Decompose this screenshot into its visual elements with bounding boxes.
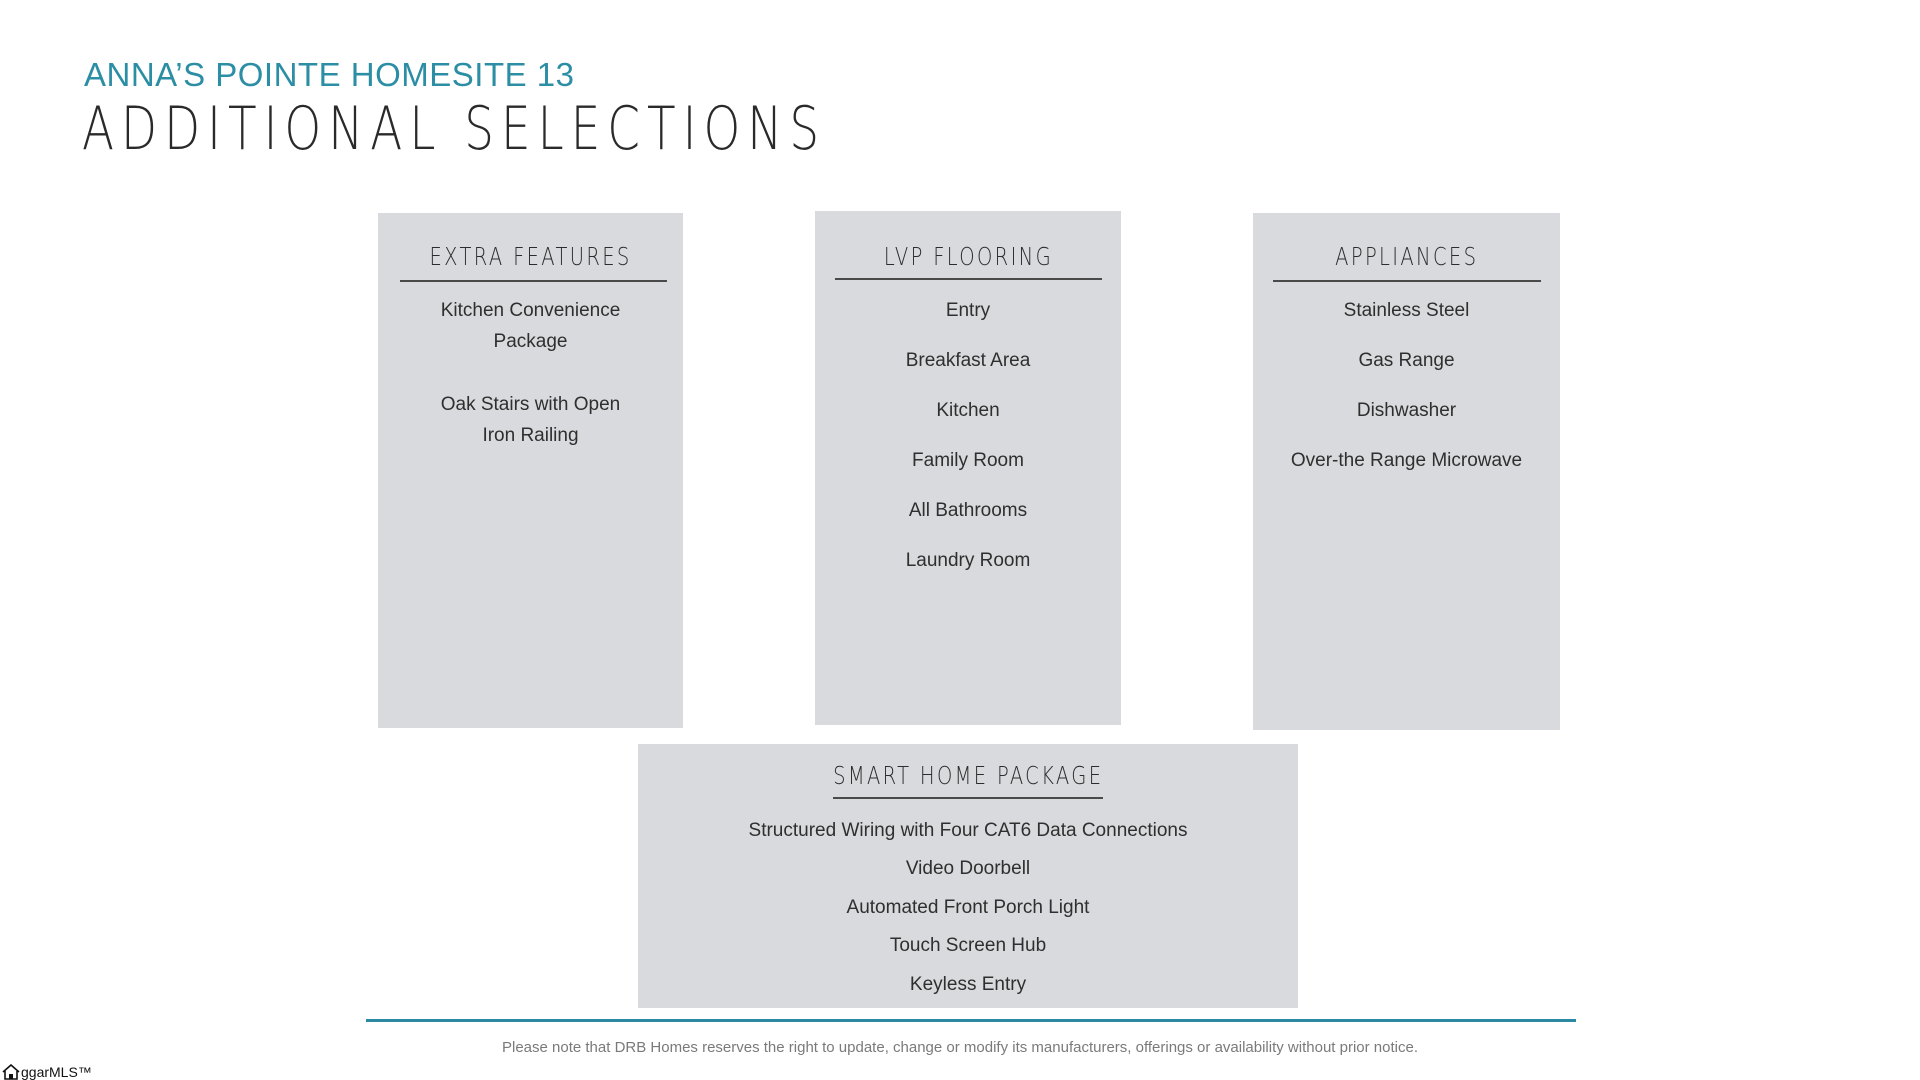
list-item: Kitchen Convenience Package [440, 300, 621, 352]
page-subtitle: ANNA’S POINTE HOMESITE 13 [84, 56, 575, 93]
list-item: Entry [945, 300, 991, 321]
mls-watermark [2, 1064, 92, 1080]
appliances-panel [1253, 213, 1560, 730]
list-item: Structured Wiring with Four CAT6 Data Connections [748, 820, 1188, 841]
extra-features-panel [378, 213, 683, 728]
list-item: Kitchen [936, 400, 1000, 421]
list-item: Laundry Room [905, 550, 1031, 571]
watermark-text: ggarMLS™ [21, 1064, 92, 1080]
lvp-flooring-heading: LVP FLOORING [883, 242, 1053, 271]
list-item: All Bathrooms [908, 500, 1028, 521]
page-title: ADDITIONAL SELECTIONS [82, 94, 827, 164]
list-item: Automated Front Porch Light [846, 897, 1090, 918]
extra-features-heading-rule [400, 280, 667, 282]
list-item: Video Doorbell [905, 858, 1031, 879]
smart-home-panel [638, 744, 1298, 1008]
list-item: Oak Stairs with Open Iron Railing [440, 394, 621, 446]
lvp-flooring-heading-rule [835, 278, 1102, 280]
list-item: Keyless Entry [909, 974, 1027, 995]
list-item: Family Room [912, 450, 1024, 471]
extra-features-heading: EXTRA FEATURES [429, 242, 632, 271]
appliances-heading-rule [1273, 280, 1541, 282]
footer-divider [366, 1019, 1576, 1022]
list-item: Breakfast Area [905, 350, 1031, 371]
smart-home-heading-rule [833, 797, 1103, 799]
house-icon [2, 1064, 21, 1080]
appliances-heading: APPLIANCES [1334, 242, 1479, 271]
lvp-flooring-panel [815, 211, 1121, 725]
disclaimer-text: Please note that DRB Homes reserves the right to update, change or modify its manufacturers, offerings or availability without prior notice. [501, 1039, 1418, 1056]
list-item: Touch Screen Hub [889, 935, 1047, 956]
list-item: Gas Range [1358, 350, 1455, 371]
list-item: Over-the Range Microwave [1290, 450, 1523, 471]
list-item: Stainless Steel [1343, 300, 1470, 321]
smart-home-heading: SMART HOME PACKAGE [832, 761, 1104, 790]
list-item: Dishwasher [1356, 400, 1457, 421]
